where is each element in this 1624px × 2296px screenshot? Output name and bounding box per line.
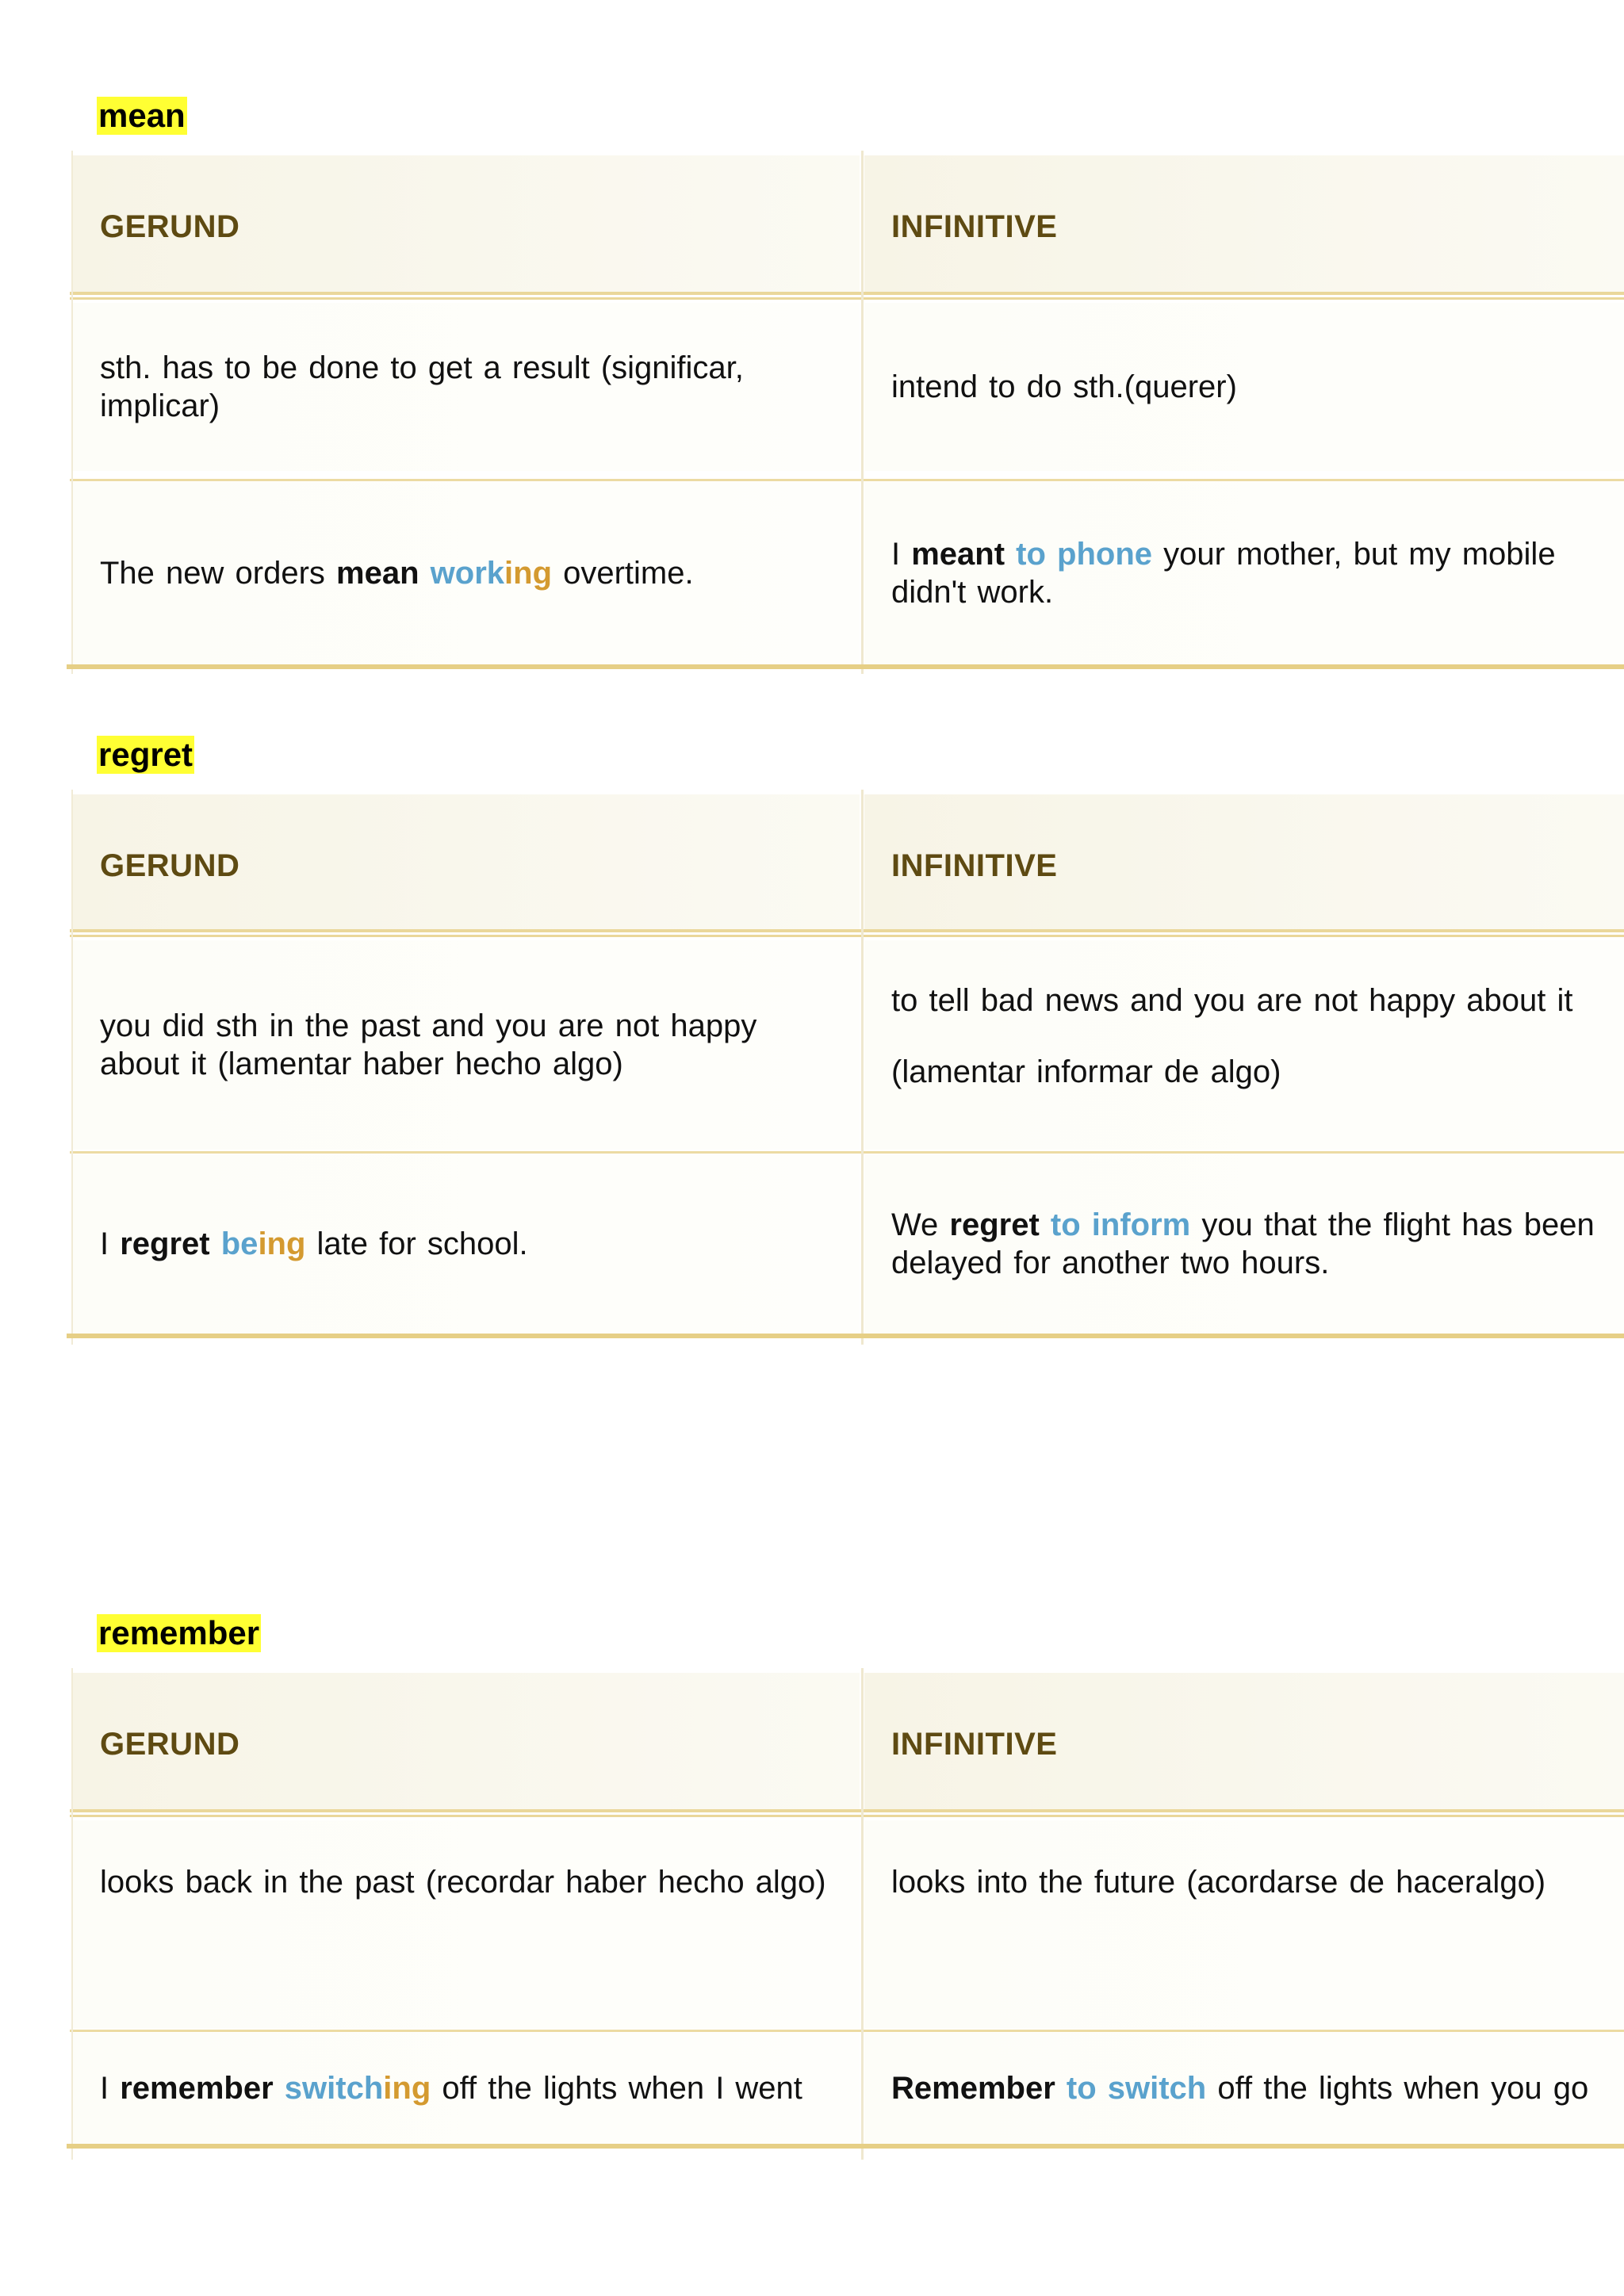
section-title: mean [98,97,186,134]
example-stem: be [220,1226,259,1261]
gerund-example [73,2033,860,2144]
table-header-row [70,155,1624,298]
gerund-header: GERUND [73,1673,860,1816]
example-infinitive: to inform [1050,1207,1191,1242]
table-bottom-border [67,1334,1624,1338]
column-divider [861,1668,864,2160]
example-infinitive: to phone [1016,537,1153,572]
example-text: I [100,1226,121,1261]
example-space [210,1226,221,1261]
meaning-row [70,303,1624,471]
gerund-header: GERUND [73,155,860,298]
example-stem: switch [284,2071,384,2106]
row-divider [70,479,1624,481]
example-text: The new orders [100,556,337,591]
example-space [1005,537,1016,572]
example-space [419,556,431,591]
infinitive-meaning: intend to do sth.(querer) [864,303,1624,471]
example-row [70,482,1624,664]
row-divider [70,1151,1624,1154]
infinitive-header: INFINITIVE [864,155,1624,298]
example-text: your mother, but my mobile didn't work. [891,537,1556,610]
table-left-edge [71,151,73,674]
example-ing-suffix: ing [504,556,552,591]
table-left-edge [71,790,73,1345]
infinitive-example [864,1154,1624,1334]
infinitive-meaning: looks into the future (acordarse de haceralgo) [864,1820,1624,2028]
example-text: We [891,1207,950,1242]
example-verb: remember [120,2071,274,2106]
example-ing-suffix: ing [258,1226,306,1261]
row-divider [70,2030,1624,2032]
example-text: overtime. [552,556,694,591]
gerund-meaning: looks back in the past (recordar haber hecho algo) [73,1820,860,2028]
infinitive-meaning-line: to tell bad news and you are not happy about it [891,983,1573,1018]
section-title: remember [98,1614,260,1651]
infinitive-example [864,482,1624,664]
example-infinitive: to switch [1066,2071,1207,2106]
example-verb: regret [120,1226,210,1261]
table-left-edge [71,1668,73,2160]
section-title: regret [98,736,193,773]
example-row [70,2033,1624,2144]
example-verb: meant [911,537,1005,572]
example-stem: work [430,556,505,591]
example-verb: regret [949,1207,1040,1242]
header-divider [70,1809,1624,1817]
example-text: you that the flight has been delayed for another two hours. [891,1207,1595,1280]
table-header-row [70,1673,1624,1816]
example-verb: mean [336,556,419,591]
infinitive-meaning-line: (lamentar informar de algo) [891,1054,1281,1089]
gerund-example [73,1154,860,1334]
example-text: off the lights when I went [431,2071,802,2106]
meaning-row [70,1820,1624,2028]
example-text: late for school. [305,1226,528,1261]
header-divider [70,929,1624,937]
comparison-table [70,1668,1624,2160]
header-divider [70,292,1624,300]
column-divider [861,790,864,1345]
infinitive-header: INFINITIVE [864,1673,1624,1816]
comparison-table [70,151,1624,674]
infinitive-meaning [864,940,1624,1150]
meaning-row [70,940,1624,1150]
infinitive-header: INFINITIVE [864,794,1624,937]
gerund-meaning: sth. has to be done to get a result (significar, implicar) [73,303,860,471]
gerund-header: GERUND [73,794,860,937]
infinitive-example [864,2033,1624,2144]
table-bottom-border [67,664,1624,669]
example-space [1055,2071,1067,2106]
comparison-table [70,790,1624,1345]
example-verb: Remember [891,2071,1055,2106]
example-space [1040,1207,1051,1242]
example-space [274,2071,285,2106]
example-text: I [100,2071,121,2106]
gerund-meaning: you did sth in the past and you are not happy about it (lamentar haber hecho algo) [73,940,860,1150]
example-row [70,1154,1624,1334]
example-text: I [891,537,912,572]
column-divider [861,151,864,674]
table-header-row [70,794,1624,937]
gerund-example [73,482,860,664]
example-text: off the lights when you go [1206,2071,1589,2106]
table-bottom-border [67,2144,1624,2149]
example-ing-suffix: ing [383,2071,431,2106]
